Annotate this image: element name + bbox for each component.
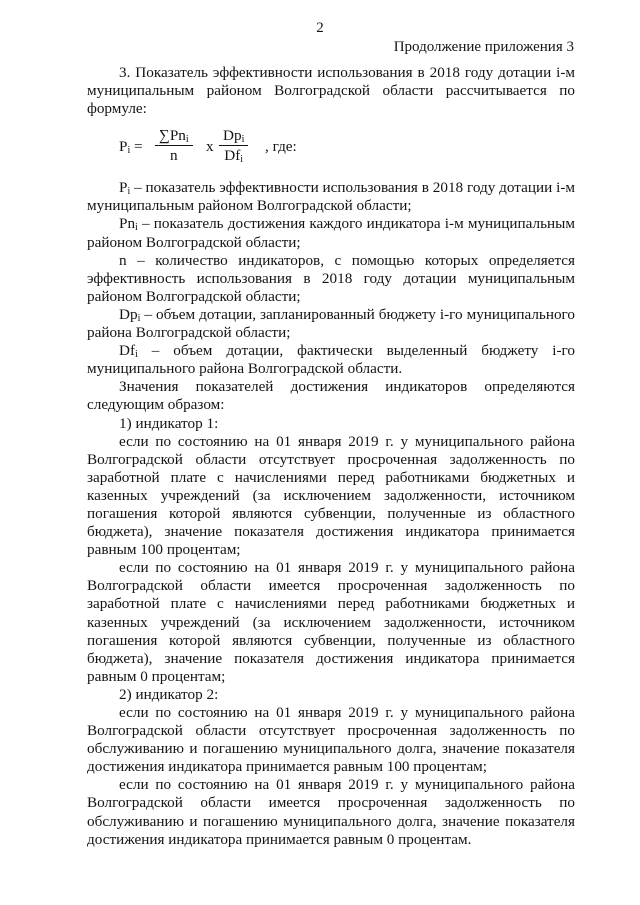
definition-pn: $Pn_i$ – показатель достижения каждого индикатора i-м муниципальным районом Волгоградской области; <box>87 215 575 251</box>
formula-denominator-n: n <box>170 147 178 165</box>
formula-where: , где: <box>265 138 297 156</box>
definition-dp: $Dp_i$ – объем дотации, запланированный бюджету i-го муниципального района Волгоградской области; <box>87 305 575 342</box>
indicators-intro: Значения показателей достижения индикаторов определяются следующим образом: <box>87 378 575 414</box>
indicator-2-case-absent: если по состоянию на 01 января 2019 г. у муниципального района Волгоградской области отсутствует просроченная задолженность по обслуживанию и погашению муниципального долга, значение показателя достижения индикатора принимается равным 100 процентам; <box>87 704 575 776</box>
definition-n: n – количество индикаторов, с помощью которых определяется эффективность использования в 2018 году дотации муниципальным районом Волгоградской области; <box>87 251 575 305</box>
efficiency-formula <box>87 127 575 167</box>
intro-paragraph: 3. Показатель эффективности использования в 2018 году дотации i-м муниципальным районом Волгоградской области рассчитывается по формуле: <box>87 64 575 118</box>
formula-lhs: $P_i$ = <box>119 138 143 157</box>
formula-fraction-dotation <box>219 127 248 164</box>
formula-fraction-sum <box>155 127 193 164</box>
formula-denominator-df: $Df_i$ <box>224 147 244 166</box>
indicator-1-case-present: если по состоянию на 01 января 2019 г. у муниципального района Волгоградской области имеется просроченная задолженность по заработной плате с начислениями перед работниками бюджетных и казенных учреждений (за исключением задолженности, источником погашения которой являются субвенции, полученные из областного бюджета), значение показателя достижения индикатора принимается равным 0 процентам; <box>87 559 575 685</box>
continuation-label: Продолжение приложения 3 <box>393 39 574 55</box>
indicator-1-heading: 1) индикатор 1: <box>119 414 219 432</box>
page-number: 2 <box>316 20 324 36</box>
indicator-1-case-absent: если по состоянию на 01 января 2019 г. у муниципального района Волгоградской области отсутствует просроченная задолженность по заработной плате с начислениями перед работниками бюджетных и казенных учреждений (за исключением задолженности, источником погашения которой являются субвенции, полученные из областного бюджета), значение показателя достижения индикатора принимается равным 100 процентам; <box>87 432 575 559</box>
document-body <box>87 64 575 849</box>
definition-df: $Df_i$ – объем дотации, фактически выделенный бюджету i-го муниципального района Волгоградской области. <box>87 342 575 378</box>
formula-multiply: x <box>206 138 214 156</box>
formula-numerator-dp: $Dp_i$ <box>219 127 248 146</box>
indicator-2-case-present: если по состоянию на 01 января 2019 г. у муниципального района Волгоградской области имеется просроченная задолженность по обслуживанию и погашению муниципального долга, значение показателя достижения индикатора принимается равным 0 процентам. <box>87 776 575 848</box>
definition-p: $P_i$ – показатель эффективности использования в 2018 году дотации i-м муниципальным районом Волгоградской области; <box>87 179 575 215</box>
indicator-2-heading: 2) индикатор 2: <box>119 685 219 703</box>
formula-numerator-sum: $\sum Pn_i$ <box>155 127 193 146</box>
